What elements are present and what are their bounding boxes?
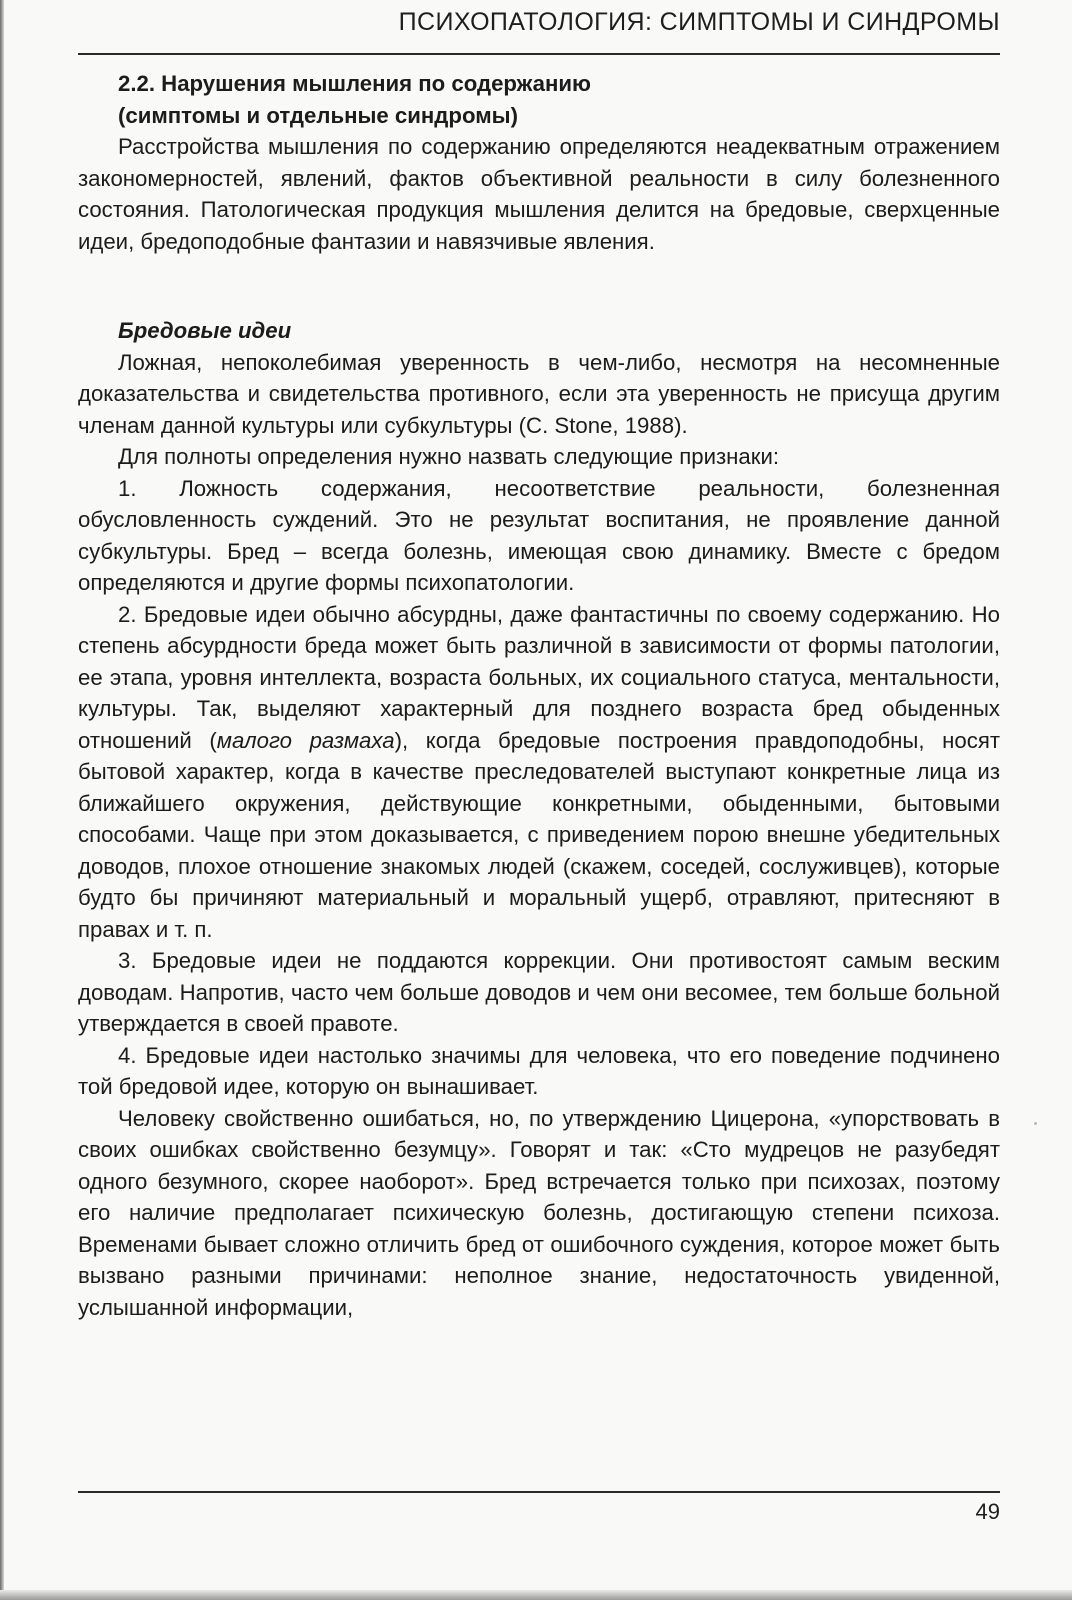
criterion-1-paragraph: 1. Ложность содержания, несоответствие реальности, болезненная обусловленность суждений. Это не результат воспитания, не проявление данной субкультуры. Бред – всегда болезнь, имеющая свою динамику. Вместе с бредом определяются и другие формы психопатологии. <box>78 475 1000 595</box>
criteria-intro-paragraph: Для полноты определения нужно назвать следующие признаки: <box>118 444 780 469</box>
criterion-4-paragraph: 4. Бредовые идеи настолько значимы для человека, что его поведение подчинено той бредовой идее, которую он вынашивает. <box>78 1042 1000 1099</box>
criterion-3-paragraph: 3. Бредовые идеи не поддаются коррекции. Они противостоят самым веским доводам. Напротив, часто чем больше доводов и чем они весомее, тем больше больной утверждается в своей правоте. <box>78 948 1000 1036</box>
page-number: 49 <box>975 1499 1000 1524</box>
footer-rule <box>78 1491 1000 1493</box>
running-header: ПСИХОПАТОЛОГИЯ: СИМПТОМЫ И СИНДРОМЫ <box>398 8 1000 36</box>
criterion-2-paragraph <box>78 599 1000 946</box>
criterion-2-italic-term: малого размаха <box>216 727 395 753</box>
page-body <box>78 68 1000 1323</box>
closing-paragraph: Человеку свойственно ошибаться, но, по утверждению Цицерона, «упорствовать в своих ошибках свойственно безумцу». Говорят и так: «Сто мудрецов не разубедят одного безумного, скорее наоборот». Бред встречается только при психозах, поэтому его наличие предполагает психическую болезнь, достигающую степени психоза. Временами бывает сложно отличить бред от ошибочного суждения, которое может быть вызвано разными причинами: неполное знание, недостаточность увиденной, услышанной информации, <box>78 1105 1000 1320</box>
definition-paragraph: Ложная, непоколебимая уверенность в чем-либо, несмотря на несомненные доказательства и свидетельства противного, если эта уверенность не присуща другим членам данной культуры или субкультуры (C. Stone, 1988). <box>78 349 1000 438</box>
criterion-2-text-b: ), когда бредовые построения правдоподобны, носят бытовой характер, когда в качестве преследователей выступают конкретные лица из ближайшего окружения, действующие конкретными, обыденными, бытовыми способами. Чаще при этом доказывается, с приведением порою внешне убедительных доводов, плохое отношение знакомых людей (скажем, соседей, сослуживцев), которые будто бы причиняют материальный и моральный ущерб, отравляют, притесняют в правах и т. п. <box>78 727 1001 942</box>
scan-edge-shadow <box>0 0 4 1600</box>
section-title-line1: 2.2. Нарушения мышления по содержанию <box>118 71 592 96</box>
header-rule <box>78 53 1000 55</box>
intro-paragraph: Расстройства мышления по содержанию определяются неадекватным отражением закономерностей, явлений, фактов объективной реальности в силу болезненного состояния. Патологическая продукция мышления делится на бредовые, сверхценные идеи, бредоподобные фантазии и навязчивые явления. <box>78 134 1000 254</box>
section-title-line2: (симптомы и отдельные синдромы) <box>118 102 518 128</box>
subsection-title: Бредовые идеи <box>118 318 292 343</box>
criterion-2-text-a: 2. Бредовые идеи обычно абсурдны, даже фантастичны по своему содержанию. Но степень абсурдности бреда может быть различной в зависимости от формы патологии, ее этапа, уровня интеллекта, возраста больных, их социального статуса, ментальности, культуры. Так, выделяют характерный для позднего возраста бред обыденных отношений ( <box>78 601 1000 753</box>
section-title <box>118 68 1000 131</box>
scan-speck <box>1034 1122 1037 1125</box>
scan-edge-bottom-shadow <box>0 1590 1072 1600</box>
